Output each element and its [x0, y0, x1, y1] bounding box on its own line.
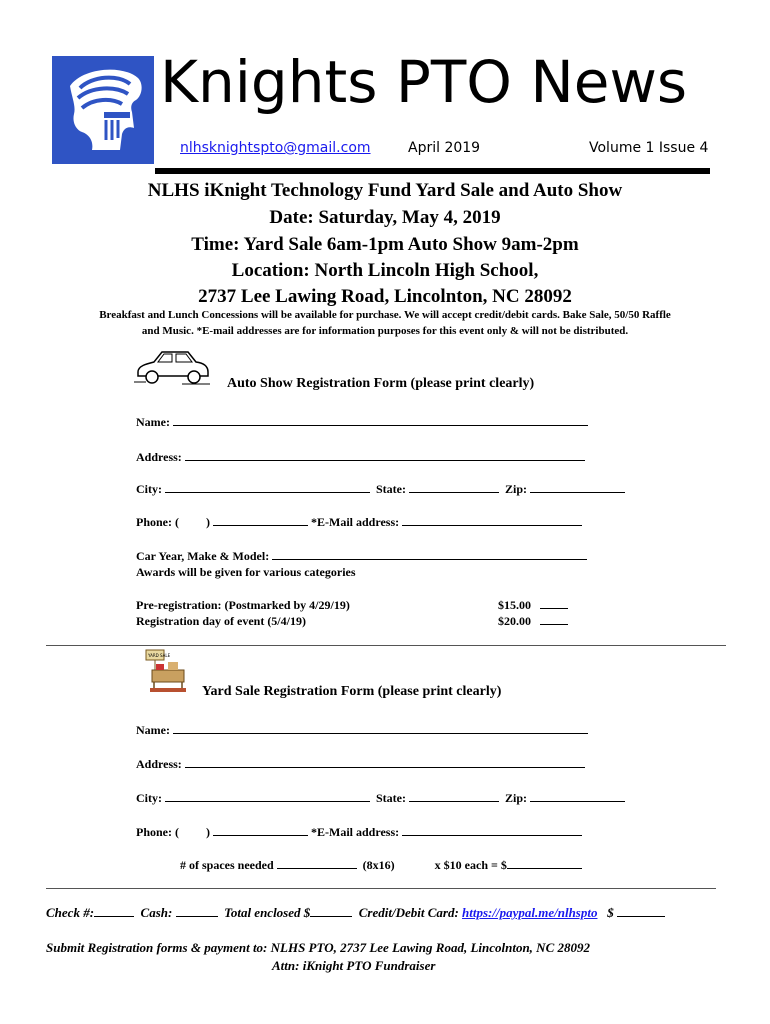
newsletter-title: Knights PTO News [160, 48, 688, 116]
payment-divider [46, 888, 716, 889]
yard-sale-clipart-icon [142, 648, 190, 699]
cash-field[interactable] [176, 906, 218, 917]
car-model-field[interactable] [272, 549, 587, 560]
yard-zip-field[interactable] [530, 791, 625, 802]
auto-email-label: *E-Mail address: [311, 515, 400, 529]
yard-name-field[interactable] [173, 723, 588, 734]
yard-sale-form-title: Yard Sale Registration Form (please print clearly) [202, 684, 502, 699]
dayof-price-row [498, 614, 568, 629]
card-dollar: $ [607, 905, 614, 920]
yard-state-label: State: [376, 791, 406, 805]
issue-date: April 2019 [408, 140, 481, 156]
yard-city-field[interactable] [165, 791, 370, 802]
auto-address-field[interactable] [185, 450, 585, 461]
auto-city-label: City: [136, 482, 162, 496]
dayof-label: Registration day of event (5/4/19) [136, 614, 306, 628]
cash-label: Cash: [140, 905, 173, 920]
event-note-line-2: and Music. *E-mail addresses are for information purposes for this event only & will not be distributed. [141, 325, 629, 337]
auto-state-field[interactable] [409, 482, 499, 493]
yard-name-label: Name: [136, 723, 170, 737]
event-time: Time: Yard Sale 6am-1pm Auto Show 9am-2pm [191, 234, 579, 255]
auto-phone-label: Phone: ( [136, 515, 179, 529]
knight-helmet-logo [52, 56, 154, 164]
yard-city-label: City: [136, 791, 162, 805]
auto-email-field[interactable] [402, 515, 582, 526]
cost-label: x $10 each = $ [434, 858, 507, 872]
yard-phone-label: Phone: ( [136, 825, 179, 839]
check-label: Check #: [46, 905, 95, 920]
auto-state-label: State: [376, 482, 406, 496]
auto-show-form-title: Auto Show Registration Form (please print clearly) [227, 376, 535, 391]
section-divider [46, 645, 726, 646]
auto-zip-field[interactable] [530, 482, 625, 493]
auto-phone-row [136, 515, 582, 530]
event-address: 2737 Lee Lawing Road, Lincolnton, NC 28092 [198, 286, 572, 307]
header-divider [155, 168, 710, 174]
total-field[interactable] [310, 906, 352, 917]
auto-name-field[interactable] [173, 415, 588, 426]
yard-city-row [136, 791, 625, 806]
auto-zip-label: Zip: [505, 482, 528, 496]
auto-city-field[interactable] [165, 482, 370, 493]
yard-address-field[interactable] [185, 757, 585, 768]
yard-phone-row [136, 825, 582, 840]
auto-name-row [136, 415, 588, 430]
yard-address-row [136, 757, 585, 772]
auto-name-label: Name: [136, 415, 170, 429]
yard-email-field[interactable] [402, 825, 582, 836]
event-location: Location: North Lincoln High School, [231, 260, 539, 281]
dayof-price: $20.00 [498, 614, 531, 628]
auto-car-row [136, 549, 587, 564]
awards-note: Awards will be given for various categories [136, 565, 356, 579]
yard-name-row [136, 723, 588, 738]
prereg-label: Pre-registration: (Postmarked by 4/29/19) [136, 598, 350, 612]
card-amount-field[interactable] [617, 906, 665, 917]
yard-phone-field[interactable] [213, 825, 308, 836]
yard-address-label: Address: [136, 757, 182, 771]
card-label: Credit/Debit Card: [358, 905, 459, 920]
yard-zip-label: Zip: [505, 791, 528, 805]
spaces-size: (8x16) [362, 858, 395, 872]
knight-helmet-icon [52, 56, 154, 164]
prereg-price-row [498, 598, 568, 613]
cost-field[interactable] [507, 858, 582, 869]
prereg-price: $15.00 [498, 598, 531, 612]
payment-row [46, 905, 665, 921]
car-model-label: Car Year, Make & Model: [136, 549, 270, 563]
spaces-label: # of spaces needed [180, 858, 274, 872]
auto-phone-paren: ) [206, 515, 210, 529]
event-note-line-1: Breakfast and Lunch Concessions will be available for purchase. We will accept credit/debit cards. Bake Sale, 50/50 Raffle [99, 309, 671, 321]
auto-city-row [136, 482, 625, 497]
volume-issue: Volume 1 Issue 4 [589, 140, 709, 156]
submit-line: Submit Registration forms & payment to: NLHS PTO, 2737 Lee Lawing Road, Lincolnton, NC 28092 [46, 940, 590, 955]
prereg-amount-field[interactable] [540, 598, 568, 609]
yard-phone-paren: ) [206, 825, 210, 839]
svg-text:YARD SALE: YARD SALE [148, 653, 171, 658]
dayof-amount-field[interactable] [540, 614, 568, 625]
auto-address-row [136, 450, 585, 465]
auto-address-label: Address: [136, 450, 182, 464]
check-field[interactable] [94, 906, 134, 917]
car-clipart-icon [132, 344, 212, 393]
attn-line: Attn: iKnight PTO Fundraiser [272, 958, 436, 973]
yard-state-field[interactable] [409, 791, 499, 802]
auto-phone-field[interactable] [213, 515, 308, 526]
spaces-field[interactable] [277, 858, 357, 869]
spaces-row [180, 858, 582, 873]
paypal-link[interactable]: https://paypal.me/nlhspto [462, 905, 598, 920]
event-date: Date: Saturday, May 4, 2019 [269, 207, 501, 228]
event-title: NLHS iKnight Technology Fund Yard Sale and Auto Show [147, 180, 623, 201]
total-label: Total enclosed $ [224, 905, 311, 920]
contact-email-link[interactable]: nlhsknightspto@gmail.com [180, 140, 371, 156]
yard-email-label: *E-Mail address: [311, 825, 400, 839]
